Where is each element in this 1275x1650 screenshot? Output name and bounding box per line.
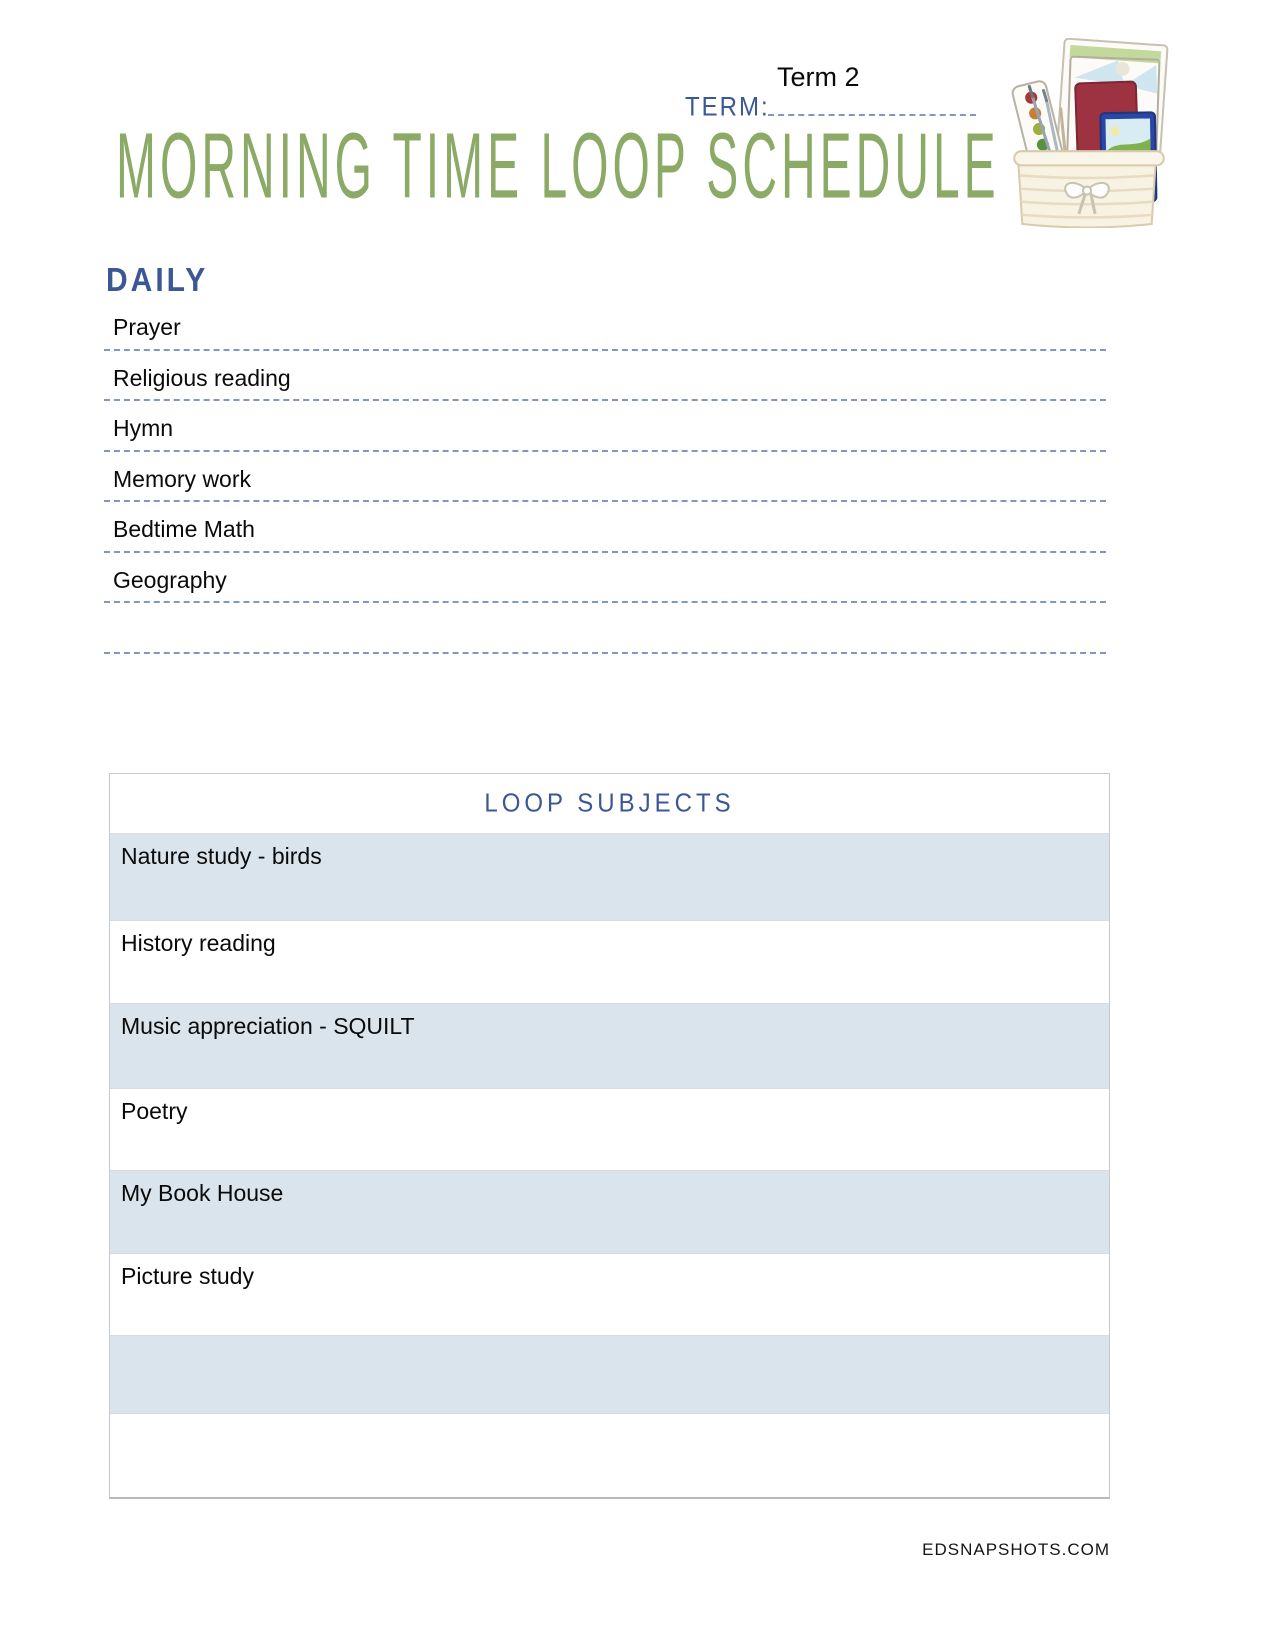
loop-subjects-heading [110,774,1109,834]
loop-subject-label: Picture study [121,1263,254,1289]
daily-item-row [104,401,1106,452]
loop-subject-row-blank [110,1335,1109,1413]
daily-item-label [104,603,1106,617]
daily-item-row [104,502,1106,553]
page-title: MORNING TIME LOOP SCHEDULE [116,113,1000,218]
daily-item-row [104,351,1106,402]
loop-subject-label: My Book House [121,1180,284,1206]
morning-basket-illustration [1002,38,1172,228]
term-fill-in-line [768,92,976,116]
term-value: Term 2 [777,62,860,92]
loop-subject-row [110,1003,1109,1088]
loop-subjects-table [109,773,1110,1499]
daily-item-row [104,300,1106,351]
loop-subject-label: Nature study - birds [121,843,322,869]
loop-subject-row [110,1253,1109,1335]
daily-item-row [104,452,1106,503]
daily-heading: DAILY [106,262,209,299]
daily-item-row [104,553,1106,604]
daily-item-label: Prayer [113,314,181,340]
loop-subjects-heading-label: LOOP SUBJECTS [484,788,735,819]
daily-item-label: Religious reading [113,364,291,391]
loop-subject-label [110,1414,1109,1423]
daily-item-label: Geography [113,566,227,593]
daily-item-row-blank [104,603,1106,654]
loop-subject-label: Music appreciation - SQUILT [121,1013,415,1039]
loop-subject-label: History reading [121,930,276,956]
daily-item-label: Memory work [113,465,252,492]
loop-subject-row-blank [110,1413,1109,1497]
loop-subject-row [110,920,1109,1003]
loop-subject-row [110,834,1109,920]
term-label: TERM: [685,92,770,123]
daily-item-label: Bedtime Math [113,516,255,542]
footer-site-credit: EDSNAPSHOTS.COM [922,1540,1110,1559]
daily-list [104,300,1106,654]
loop-subject-label [110,1336,1109,1345]
daily-item-label: Hymn [113,415,174,441]
loop-subject-row [110,1088,1109,1170]
loop-subject-row [110,1170,1109,1253]
loop-subject-label: Poetry [121,1098,188,1124]
